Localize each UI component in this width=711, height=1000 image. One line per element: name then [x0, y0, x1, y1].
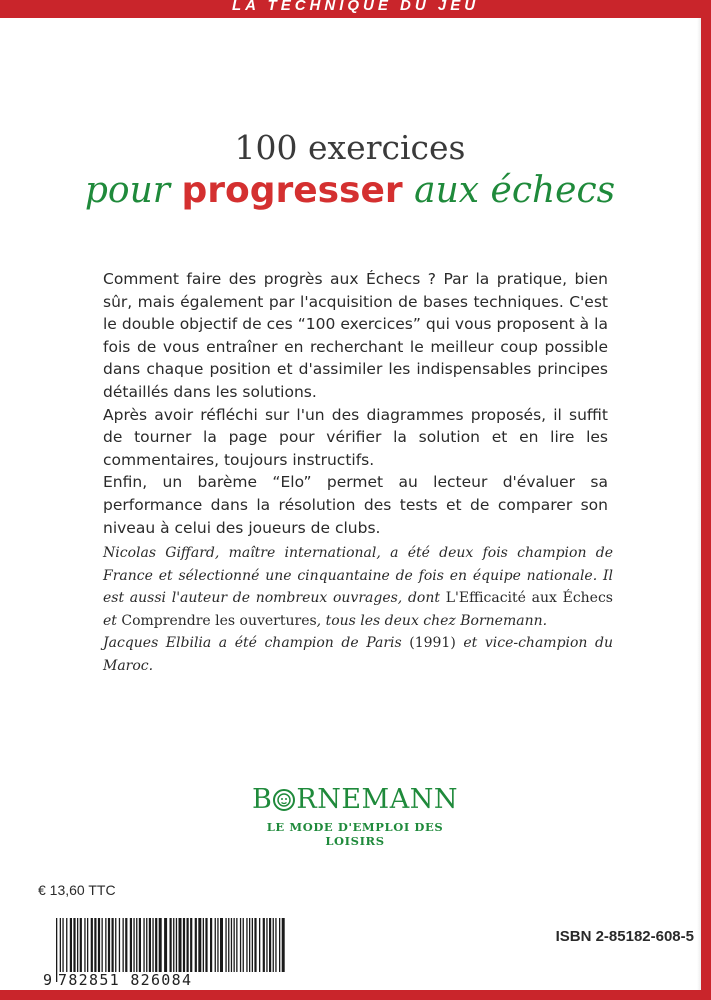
- author-bio-giffard: [103, 542, 613, 632]
- title-words-aux-echecs: aux échecs: [414, 170, 616, 211]
- book-title-line1: 100 exercices: [234, 128, 466, 167]
- bio-text: Jacques Elbilia a été champion de Paris: [103, 635, 402, 651]
- barcode-first-digit: 9: [43, 971, 53, 989]
- bio-text: et vice-champion du Maroc.: [103, 635, 613, 674]
- bottom-red-edge: [0, 990, 711, 1000]
- publisher-tagline: LE MODE D'EMPLOI DES LOISIRS: [266, 820, 444, 848]
- bio-text: et: [103, 612, 117, 629]
- book-title-efficacite: L'Efficacité aux Échecs: [445, 590, 613, 606]
- right-red-edge: [701, 0, 711, 1000]
- series-band: [0, 0, 711, 18]
- lion-head-icon: [273, 789, 295, 811]
- description-paragraph: Enfin, un barème “Elo” permet au lecteur d'évaluer sa performance dans la résolution des tests et de comparer son niveau à celui des joueurs de clubs.: [103, 473, 608, 537]
- title-word-progresser: progresser: [181, 170, 403, 211]
- publisher-logo: [240, 784, 470, 848]
- publisher-name: [252, 784, 458, 815]
- book-description: [103, 268, 608, 539]
- bio-text: Nicolas Giffard, maître international, a été deux fois champion de France et sélectionné une cinquantaine de fois en équipe nationale. Il est aussi l'auteur de nombreux ouvrages, dont: [103, 545, 613, 606]
- bio-text: , tous les deux chez Bornemann.: [316, 612, 548, 629]
- barcode: [40, 918, 290, 988]
- series-title: LA TECHNIQUE DU JEU: [231, 0, 480, 14]
- description-paragraph: Comment faire des progrès aux Échecs ? Par la pratique, bien sûr, mais également par l'acquisition de bases techniques. C'est le double objectif de ces “100 exercices” qui vous proposent à la fois de vous entraîner en recherchant le meilleur coup possible dans chaque position et d'assimiler les indispensables principes détaillés dans les solutions.: [103, 270, 608, 401]
- price-label: € 13,60 TTC: [38, 882, 116, 898]
- publisher-name-start: B: [252, 784, 273, 815]
- title-word-pour: pour: [84, 170, 170, 211]
- bio-year: (1991): [409, 635, 456, 651]
- book-title-ouvertures: Comprendre les ouvertures: [121, 612, 317, 629]
- barcode-digits: 782851 826084: [58, 972, 290, 988]
- publisher-name-end: RNEMANN: [296, 784, 458, 815]
- author-bios: [103, 542, 613, 677]
- book-title-line2: [0, 170, 700, 211]
- description-paragraph: Après avoir réfléchi sur l'un des diagrammes proposés, il suffit de tourner la page pour vérifier la solution et en lire les commentaires, toujours instructifs.: [103, 405, 608, 469]
- author-bio-elbilia: [103, 632, 613, 677]
- isbn-label: ISBN 2-85182-608-5: [555, 928, 694, 945]
